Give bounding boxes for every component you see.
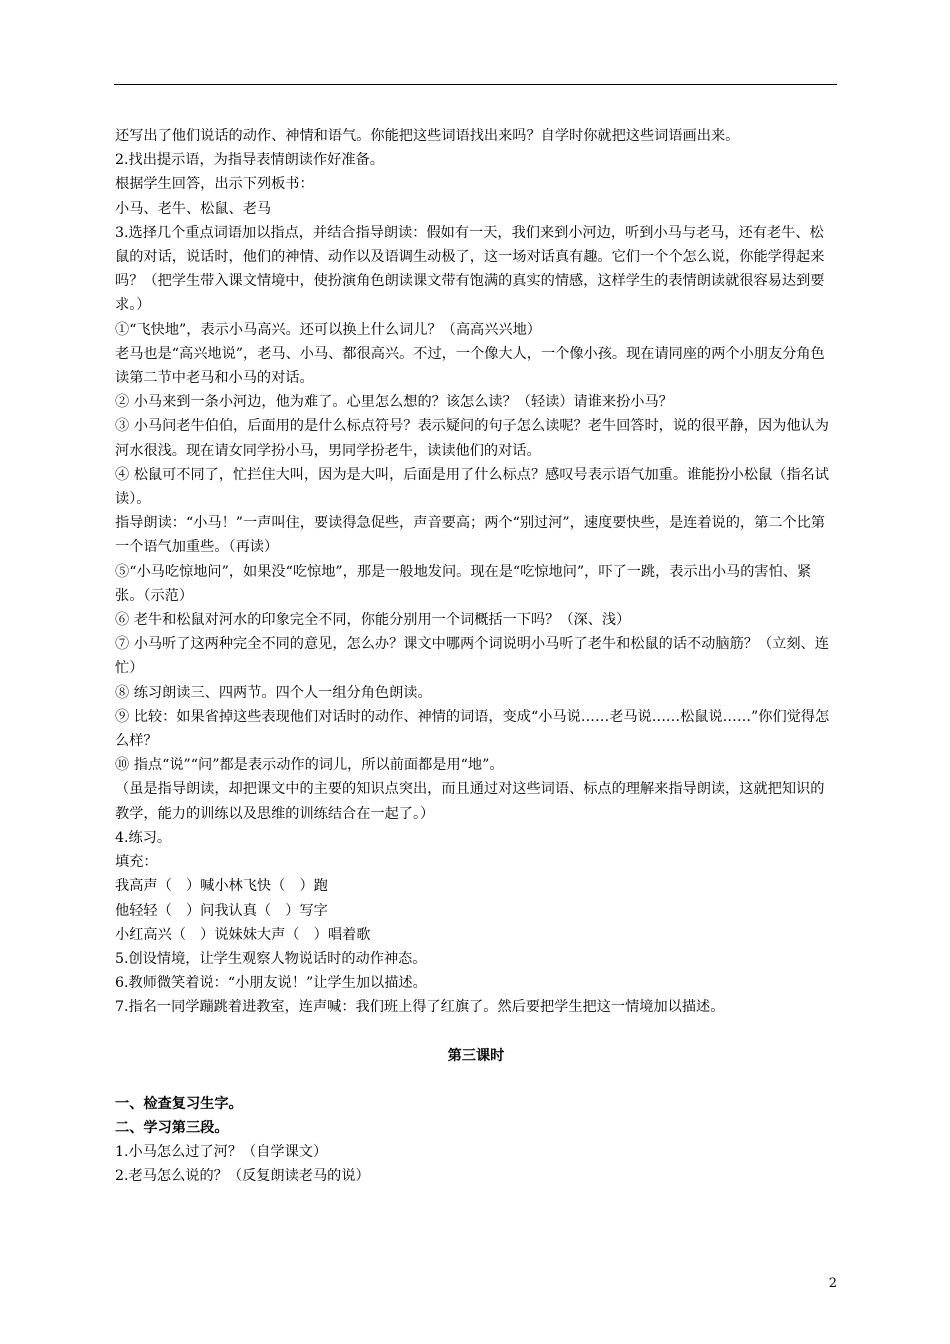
paragraph: ② 小马来到一条小河边，他为难了。心里怎么想的？该怎么读？（轻读）请谁来扮小马？ [115,394,673,411]
paragraph: ⑦ 小马听了这两种完全不同的意见，怎么办？课文中哪两个词说明小马听了老牛和松鼠的话不动脑筋？（立刻、连忙） [115,636,829,677]
paragraph: ⑤“小马吃惊地问”，如果没“吃惊地”，那是一般地发问。现在是“吃惊地问”，吓了一跳，表示出小马的害怕、紧张。（示范） [115,563,812,604]
paragraph: 5.创设情境，让学生观察人物说话时的动作神态。 [115,950,427,967]
paragraph: 填充： [115,854,158,871]
paragraph: 小马、老牛、松鼠、老马 [115,200,272,217]
paragraph: 3.选择几个重点词语加以指点，并结合指导朗读：假如有一天，我们来到小河边，听到小马与老马，还有老牛、松鼠的对话，说话时，他们的神情、动作以及语调生动极了，这一场对话真有趣。它们一个个怎么说，你能学得起来吗？（把学生带入课文情境中，使扮演角色朗读课文带有饱满的真实的情感，这样学生的表情朗读就很容易达到要求。） [115,224,825,314]
page-number: 2 [828,1276,837,1291]
paragraph: 指导朗读：“小马！”一声叫住，要读得急促些，声音要高；两个“别过河”，速度要快些，是连着说的，第二个比第一个语气加重些。（再读） [115,515,826,556]
paragraph: ①“飞快地”，表示小马高兴。还可以换上什么词儿？（高高兴兴地） [115,321,541,338]
document-body [115,124,837,1189]
paragraph: 4.练习。 [115,829,172,846]
paragraph: 6.教师微笑着说：“小朋友说！”让学生加以描述。 [115,975,427,992]
section-heading: 二、学习第三段。 [115,1119,229,1136]
paragraph: ⑥ 老牛和松鼠对河水的印象完全不同，你能分别用一个词概括一下吗？（深、浅） [115,612,631,629]
paragraph: （虽是指导朗读，却把课文中的主要的知识点突出，而且通过对这些词语、标点的理解来指导朗读，这就把知识的教学，能力的训练以及思维的训练结合在一起了。） [115,781,825,822]
paragraph: ③ 小马问老牛伯伯，后面用的是什么标点符号？表示疑问的句子怎么读呢？老牛回答时，说的很平静，因为他认为河水很浅。现在请女同学扮小马，男同学扮老牛，读读他们的对话。 [115,418,829,459]
paragraph: ⑧ 练习朗读三、四两节。四个人一组分角色朗读。 [115,684,432,701]
fill-in-line: 小红高兴（ ）说妹妹大声（ ）唱着歌 [115,926,371,943]
paragraph: 2.找出提示语，为指导表情朗读作好准备。 [115,152,384,169]
paragraph: ⑩ 指点“说”“问”都是表示动作的词儿，所以前面都是用“地”。 [115,757,504,774]
section-heading: 一、检查复习生字。 [115,1095,243,1112]
paragraph: 7.指名一同学蹦跳着进教室，连声喊：我们班上得了红旗了。然后要把学生把这一情境加以描述。 [115,999,725,1016]
paragraph: ⑨ 比较：如果省掉这些表现他们对话时的动作、神情的词语，变成“小马说……老马说……松鼠说……”你们觉得怎么样？ [115,708,830,750]
paragraph: 老马也是“高兴地说”，老马、小马、都很高兴。不过，一个像大人，一个像小孩。现在请同座的两个小朋友分角色读第二节中老马和小马的对话。 [115,345,825,387]
paragraph: ④ 松鼠可不同了，忙拦住大叫，因为是大叫，后面是用了什么标点？感叹号表示语气加重。谁能扮小松鼠（指名试读）。 [115,466,829,508]
paragraph: 1.小马怎么过了河？（自学课文） [115,1144,328,1161]
fill-in-line: 他轻轻（ ）问我认真（ ）写字 [115,902,328,919]
paragraph: 2.老马怎么说的？（反复朗读老马的说） [115,1168,370,1185]
section-title: 第三课时 [447,1047,505,1064]
fill-in-line: 我高声（ ）喊小林飞快（ ）跑 [115,878,328,895]
paragraph: 还写出了他们说话的动作、神情和语气。你能把这些词语找出来吗？自学时你就把这些词语画出来。 [115,128,740,144]
header-rule [114,84,837,85]
paragraph: 根据学生回答，出示下列板书： [115,176,314,193]
